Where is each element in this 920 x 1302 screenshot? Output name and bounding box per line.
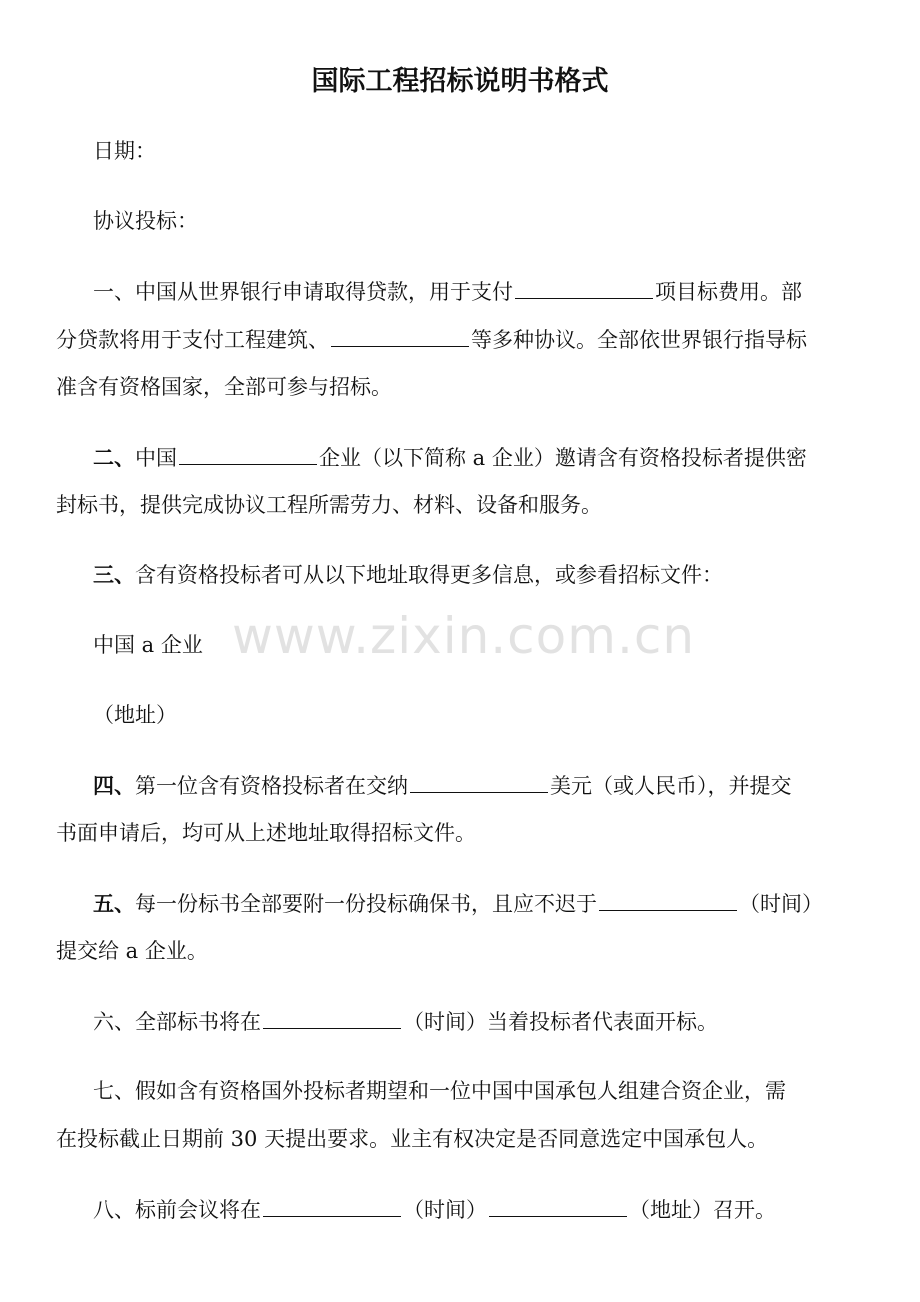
para2-text: 企业（以下简称 a 企业）邀请含有资格投标者提供密 — [319, 446, 807, 470]
fill-blank — [515, 276, 653, 299]
para6-line1 — [93, 1006, 903, 1037]
para1-text: 等多种协议。全部依世界银行指导标 — [471, 328, 807, 352]
date-line — [93, 136, 903, 166]
para3-line1 — [93, 560, 903, 590]
para5-text: （时间） — [739, 892, 823, 916]
para6-text: 六、全部标书将在 — [93, 1010, 261, 1034]
para5-line2 — [56, 936, 866, 966]
para7-text: 七、假如含有资格国外投标者期望和一位中国中国承包人组建合资企业，需 — [93, 1079, 786, 1103]
para2-text: 中国 — [135, 446, 177, 470]
para1-text: 一、中国从世界银行申请取得贷款，用于支付 — [93, 280, 513, 304]
fill-blank — [489, 1194, 627, 1217]
para1-line1 — [93, 276, 903, 307]
para3-number: 三、 — [93, 562, 135, 587]
fill-blank — [599, 888, 737, 911]
date-label: 日期： — [93, 139, 156, 163]
para4-line2 — [56, 818, 866, 848]
para4-text: 第一位含有资格投标者在交纳 — [135, 774, 408, 798]
para5-text: 提交给 a 企业。 — [56, 939, 208, 963]
agreement-line — [93, 206, 903, 236]
para2-line2 — [56, 490, 866, 520]
para4-text: 美元（或人民币），并提交 — [550, 774, 792, 798]
para1-line2 — [56, 324, 866, 355]
para2-line1 — [93, 442, 903, 473]
para6-text: （时间）当着投标者代表面开标。 — [403, 1010, 718, 1034]
para2-text: 封标书，提供完成协议工程所需劳力、材料、设备和服务。 — [56, 493, 602, 517]
fill-blank — [410, 770, 548, 793]
para4-number: 四、 — [93, 773, 135, 798]
para7-text: 在投标截止日期前 30 天提出要求。业主有权决定是否同意选定中国承包人。 — [56, 1127, 769, 1151]
address-placeholder: （地址） — [93, 703, 177, 727]
para5-number: 五、 — [93, 891, 135, 916]
para4-line1 — [93, 770, 903, 801]
para5-text: 每一份标书全部要附一份投标确保书，且应不迟于 — [135, 892, 597, 916]
watermark: www.zixin.com.cn — [232, 607, 696, 665]
para8-text: （地址）召开。 — [629, 1198, 776, 1222]
company-line — [93, 630, 903, 660]
fill-blank — [179, 442, 317, 465]
para8-text: （时间） — [403, 1198, 487, 1222]
para8-text: 八、标前会议将在 — [93, 1198, 261, 1222]
para1-line3 — [56, 372, 866, 402]
para7-line2 — [56, 1124, 866, 1154]
fill-blank — [263, 1006, 401, 1029]
para4-text: 书面申请后，均可从上述地址取得招标文件。 — [56, 821, 476, 845]
fill-blank — [263, 1194, 401, 1217]
para1-text: 准含有资格国家，全部可参与招标。 — [56, 375, 392, 399]
address-line — [93, 700, 903, 730]
company-name: 中国 a 企业 — [93, 633, 203, 657]
agreement-label: 协议投标： — [93, 209, 198, 233]
para2-number: 二、 — [93, 445, 135, 470]
para3-text: 含有资格投标者可从以下地址取得更多信息，或参看招标文件： — [135, 563, 723, 587]
fill-blank — [331, 324, 469, 347]
para8-line1 — [93, 1194, 903, 1225]
para5-line1 — [93, 888, 903, 919]
document-title: 国际工程招标说明书格式 — [311, 66, 609, 97]
para7-line1 — [93, 1076, 903, 1106]
para1-text: 分贷款将用于支付工程建筑、 — [56, 328, 329, 352]
para1-text: 项目标费用。部 — [655, 280, 802, 304]
